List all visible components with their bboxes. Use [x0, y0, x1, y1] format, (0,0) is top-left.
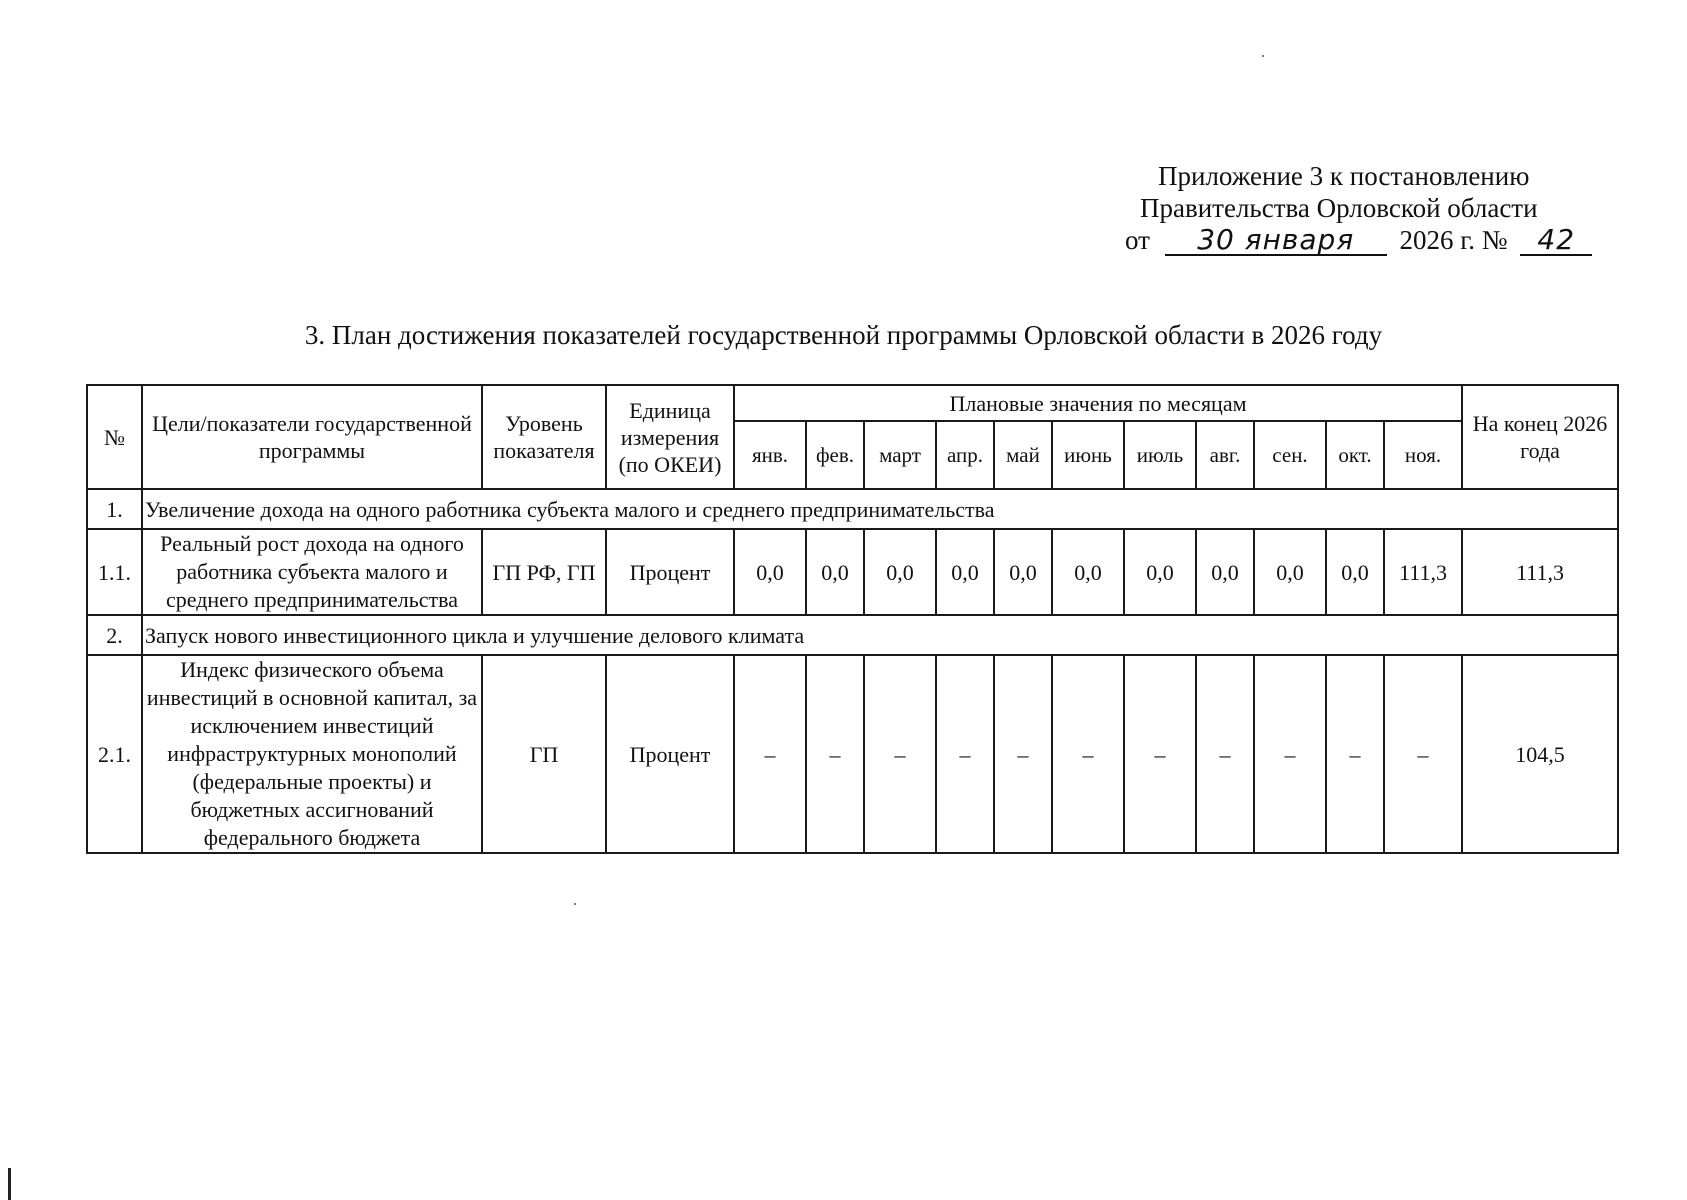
month-header: фев.: [806, 421, 864, 489]
month-header: март: [864, 421, 936, 489]
indicator-row: [87, 655, 1618, 853]
month-value: 0,0: [1052, 529, 1124, 615]
row-number: 2.: [87, 615, 142, 655]
month-value: –: [1384, 655, 1462, 853]
month-header: авг.: [1196, 421, 1254, 489]
scan-speck: [1262, 55, 1264, 57]
month-header: окт.: [1326, 421, 1384, 489]
header-end-of-year: На конец 2026 года: [1462, 385, 1618, 489]
month-header: май: [994, 421, 1052, 489]
month-value: –: [936, 655, 994, 853]
scan-edge-line: [8, 1168, 11, 1200]
handwritten-date: 30 января: [1197, 223, 1355, 256]
section-row: [87, 615, 1618, 655]
section-row: [87, 489, 1618, 529]
row-number: 1.: [87, 489, 142, 529]
month-value: 0,0: [864, 529, 936, 615]
month-value: –: [806, 655, 864, 853]
header-row: [87, 385, 1618, 421]
month-value: 0,0: [936, 529, 994, 615]
month-header: сен.: [1254, 421, 1326, 489]
month-value: –: [994, 655, 1052, 853]
row-number: 2.1.: [87, 655, 142, 853]
date-field: [1165, 223, 1387, 256]
indicator-level: ГП РФ, ГП: [482, 529, 606, 615]
month-value: 0,0: [994, 529, 1052, 615]
end-of-year-value: 104,5: [1462, 655, 1618, 853]
month-header: июнь: [1052, 421, 1124, 489]
section-title: Увеличение дохода на одного работника субъекта малого и среднего предпринимательства: [142, 489, 1618, 529]
month-value: –: [864, 655, 936, 853]
appendix-year-number: 2026 г. №: [1399, 225, 1508, 255]
month-value: –: [1326, 655, 1384, 853]
indicator-row: [87, 529, 1618, 615]
indicator-name: Индекс физического объема инвестиций в основной капитал, за исключением инвестиций инфраструктурных монополий (федеральные проекты) и бюджетных ассигнований федерального бюджета: [142, 655, 482, 853]
appendix-prefix: от: [1125, 225, 1150, 255]
month-value: 0,0: [734, 529, 806, 615]
header-unit: Единица измерения (по ОКЕИ): [606, 385, 734, 489]
header-goals: Цели/показатели государственной программы: [142, 385, 482, 489]
month-value: –: [1124, 655, 1196, 853]
indicators-plan-table: [86, 384, 1619, 854]
number-field: [1520, 223, 1592, 256]
row-number: 1.1.: [87, 529, 142, 615]
header-planned-values: Плановые значения по месяцам: [734, 385, 1462, 421]
indicator-name: Реальный рост дохода на одного работника субъекта малого и среднего предпринимательства: [142, 529, 482, 615]
header-number: №: [87, 385, 142, 489]
month-value: –: [1196, 655, 1254, 853]
indicator-unit: Процент: [606, 655, 734, 853]
month-value: 0,0: [1326, 529, 1384, 615]
indicator-unit: Процент: [606, 529, 734, 615]
month-value: 111,3: [1384, 529, 1462, 615]
header-level: Уровень показателя: [482, 385, 606, 489]
appendix-line-2: Правительства Орловской области: [1140, 193, 1538, 223]
document-title: 3. План достижения показателей государственной программы Орловской области в 2026 году: [304, 320, 1383, 350]
month-value: –: [1052, 655, 1124, 853]
indicator-level: ГП: [482, 655, 606, 853]
month-value: 0,0: [806, 529, 864, 615]
month-value: –: [1254, 655, 1326, 853]
month-header: янв.: [734, 421, 806, 489]
section-title: Запуск нового инвестиционного цикла и улучшение делового климата: [142, 615, 1618, 655]
month-header: апр.: [936, 421, 994, 489]
month-value: 0,0: [1196, 529, 1254, 615]
handwritten-number: 42: [1537, 223, 1576, 256]
month-value: –: [734, 655, 806, 853]
appendix-line-1: Приложение 3 к постановлению: [1158, 161, 1530, 191]
month-value: 0,0: [1124, 529, 1196, 615]
scan-speck: [574, 903, 576, 905]
end-of-year-value: 111,3: [1462, 529, 1618, 615]
month-header: ноя.: [1384, 421, 1462, 489]
month-header: июль: [1124, 421, 1196, 489]
appendix-line-3: [1125, 224, 1592, 256]
month-value: 0,0: [1254, 529, 1326, 615]
